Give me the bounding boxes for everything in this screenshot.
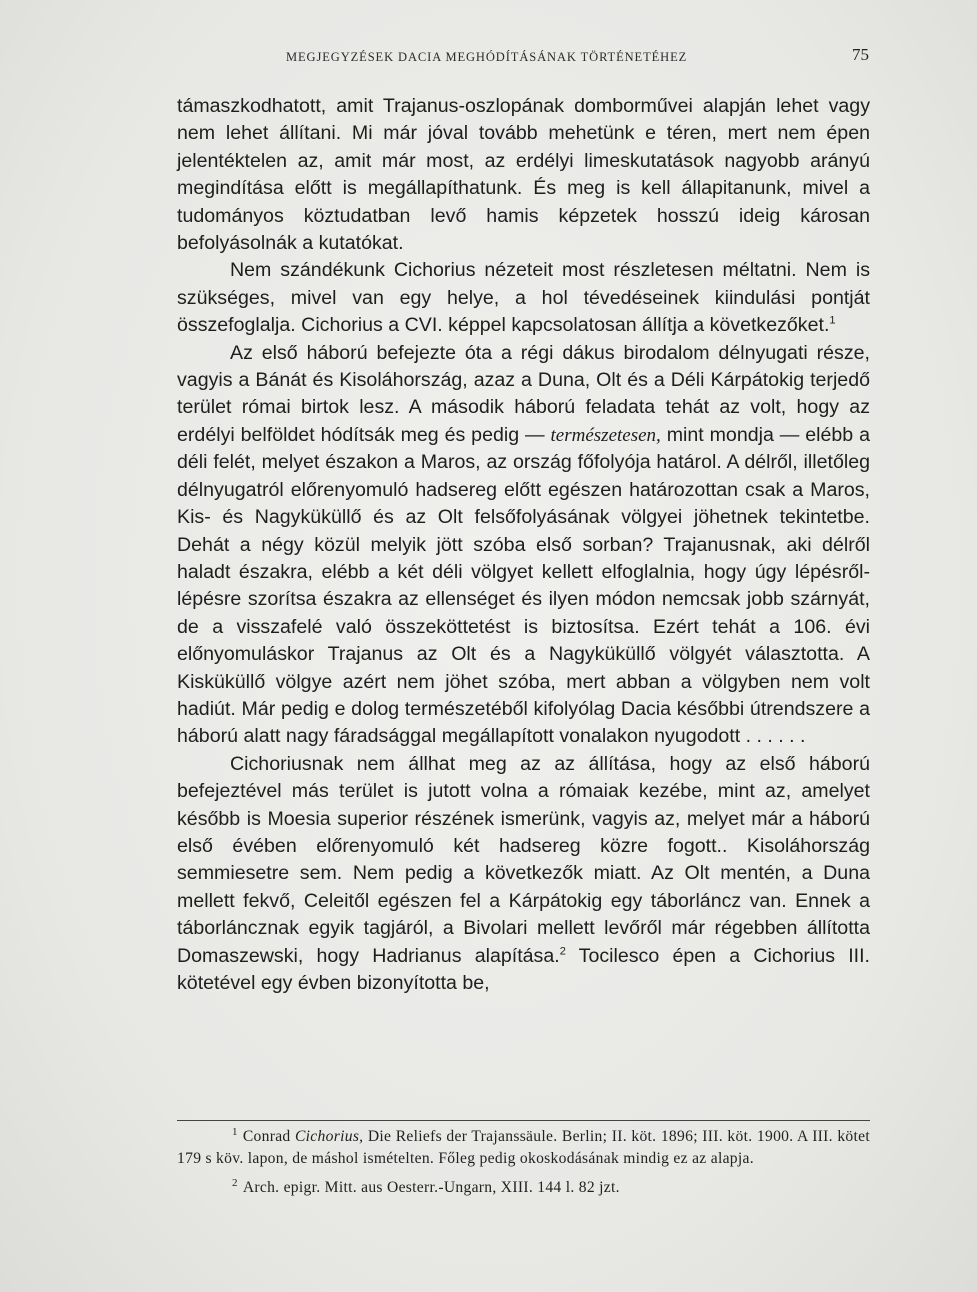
footnote-ref-1: 1 xyxy=(829,314,836,327)
footnotes xyxy=(177,1126,870,1199)
footnote-divider xyxy=(177,1120,870,1121)
paragraph-1: támaszkodhatott, amit Trajanus-oszlopának domborművei alapján lehet vagy nem lehet állítani. Mi már jóval tovább mehetünk e téren, mert nem épen jelentéktelen az, amit már most, az erdélyi limeskutatások nagyobb arányú megindítása előtt is megállapíthatunk. És meg is kell állapitanunk, mivel a tudományos köztudatban levő hamis képzetek hosszú ideig károsan befolyásolnák a kutatókat. xyxy=(177,95,870,255)
footnote-1-part-a: Conrad xyxy=(242,1128,295,1145)
running-title: MEGJEGYZÉSEK DACIA MEGHÓDÍTÁSÁNAK TÖRTÉNETÉHEZ xyxy=(286,50,688,64)
footnote-2-number: 2 xyxy=(232,1176,238,1189)
paragraph-3-part-b: mint mondja — elébb a déli felét, melyet északon a Maros, az ország főfolyója határol. A délről, illetőleg délnyugatról előrenyomuló hadsereg előtt egészen határozottan csak a Maros, Kis- és Nagyküküllő és az Olt felsőfolyásának völgyei jöhetnek tekintetbe. Dehát a négy közül melyik jött szóba első sorban? Trajanusnak, aki délről haladt északra, elébb a két déli völgyet kellett elfoglalnia, hogy úgy lépésről-lépésre szorítsa északra az ellenséget és ilyen módon nemcsak jobb szárnyát, de a visszafelé való összeköttetést is biztosítsa. Ezért tehát a 106. évi előnyomuláskor Trajanus az Olt és a Nagyküküllő völgyét választotta. A Kisküküllő völgye azért nem jöhet szóba, mert abban a völgyben nem volt hadiút. Már pedig e dolog természetéből kifolyólag Dacia későbbi útrendszere a háború alatt nagy fáradsággal megállapított vonalakon nyugodott . . . . . . xyxy=(177,423,870,748)
paragraph-4-tail: Tocilesco épen a Cichorius III. kötetével egy évben bizonyította be, xyxy=(177,944,870,994)
paragraph-4-text: Cichoriusnak nem állhat meg az az állítása, hogy az első háború befejeztével más terület is jutott volna a rómaiak kezébe, mint az, amelyet később is Moesia superior részének ismerünk, vagyis az, melyet már a háború első évében előrenyomuló két hadsereg közre fogott.. Kisoláhország semmiesetre sem. Nem pedig a következők miatt. Az Olt mentén, a Duna mellett fekvő, Celeitől egészen fel a Kárpátokig egy táborláncz van. Ennek a táborláncznak egyik tagjáról, a Bivolari mellett levőről már régebben állította Domaszewski, hogy Hadrianus alapítása. xyxy=(177,752,870,967)
footnote-2 xyxy=(177,1177,870,1199)
paragraph-3-part-a: Az első háború befejezte óta a régi dákus birodalom délnyugati része, vagyis a Bánát és Kisoláhország, azaz a Duna, Olt és a Déli Kárpátokig terjedő terület római birtok lesz. A második háború feladata tehát az volt, hogy az erdélyi belföldet hódítsák meg és pedig — xyxy=(177,341,870,446)
paragraph-2-text: Nem szándékunk Cichorius nézeteit most részletesen méltatni. Nem is szükséges, mivel van egy helye, a hol tévedéseinek kiindulási pontját összefoglalja. Cichorius a CVI. képpel kapcsolatosan állítja a következőket. xyxy=(177,259,870,337)
paragraph-3 xyxy=(177,340,870,751)
footnote-1-number: 1 xyxy=(232,1125,238,1138)
paragraph-2 xyxy=(177,257,870,339)
footnote-ref-2: 2 xyxy=(559,945,566,958)
footnote-1 xyxy=(177,1126,870,1169)
paragraph-4 xyxy=(177,751,870,998)
paragraph-3-italic: természetesen, xyxy=(550,424,661,446)
main-text xyxy=(177,93,870,997)
footnote-1-part-b: Die Reliefs der Trajanssäule. Berlin; II. köt. 1896; III. köt. 1900. A III. kötet 179 s köv. lapon, de máshol ismételten. Főleg pedig okoskodásának mindig ez az alapja. xyxy=(177,1128,870,1167)
footnote-1-italic: Cichorius, xyxy=(294,1128,364,1145)
page-number: 75 xyxy=(852,45,869,64)
footnote-2-text: Arch. epigr. Mitt. aus Oesterr.-Ungarn, XIII. 144 l. 82 jzt. xyxy=(242,1179,620,1196)
